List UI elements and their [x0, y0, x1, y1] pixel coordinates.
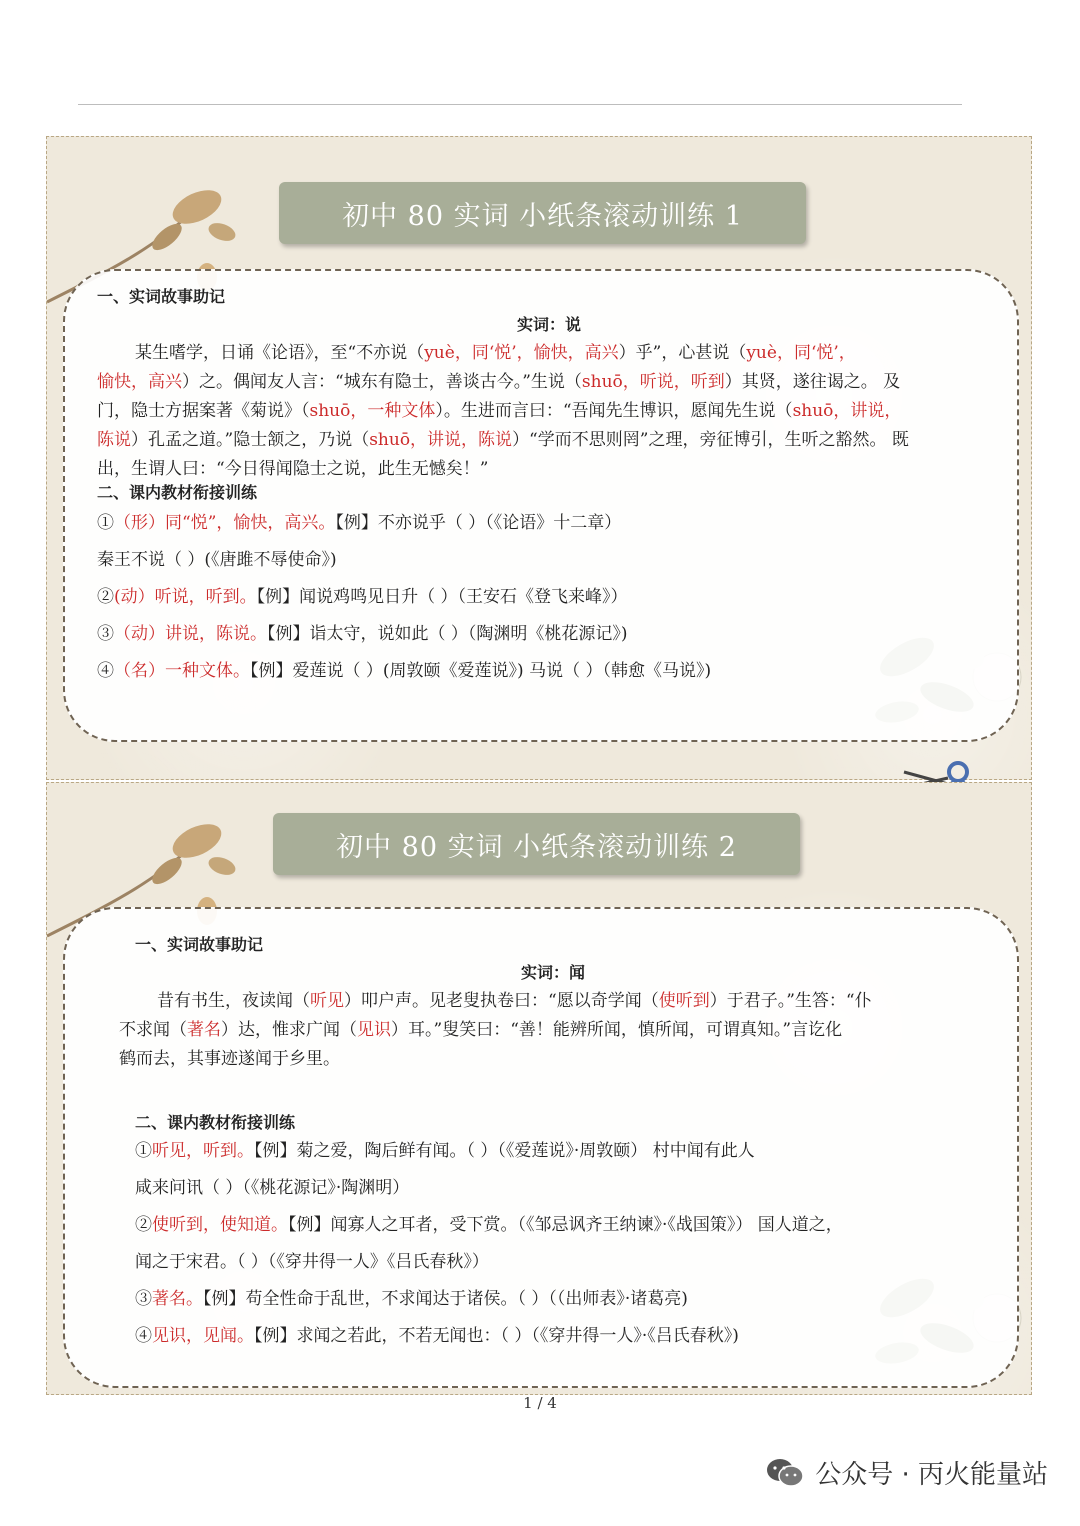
- worksheet-card-2: [46, 782, 1032, 1395]
- text-segment: 咸来问讯（ ）（《桃花源记》·陶渊明）: [135, 1178, 410, 1198]
- text-line: [135, 1287, 688, 1311]
- text-segment: 闻之于宋君。（ ）（《穿井得一人》《吕氏春秋》）: [135, 1252, 489, 1272]
- highlight-text: （名）一种文体。: [114, 661, 250, 681]
- wechat-icon: [765, 1457, 805, 1489]
- highlight-text: shuō，听说，听到: [581, 372, 725, 392]
- text-segment: 【例】闻寡人之耳者，受下赏。（《邹忌讽齐王纳谏》·《战国策》） 国人道之，: [288, 1215, 843, 1235]
- keyword-label: 实词：闻: [521, 963, 586, 982]
- text-segment: ①: [97, 513, 114, 533]
- text-segment: ③: [97, 624, 114, 644]
- top-rule: [78, 104, 962, 105]
- text-segment: ）之。偶闻友人言：“城东有隐士，善谈古今。”生说（: [182, 372, 582, 392]
- text-line: [97, 585, 628, 609]
- text-line: [97, 511, 621, 535]
- highlight-text: 陈说: [97, 430, 131, 450]
- page-number: 1 / 4: [523, 1394, 557, 1412]
- section-heading-drill: 二、课内教材衔接训练: [97, 483, 258, 502]
- text-segment: ④: [97, 661, 114, 681]
- text-segment: 【例】诣太守，说如此（ ）（陶渊明《桃花源记》): [267, 624, 628, 644]
- highlight-text: 见识，见闻。: [152, 1326, 254, 1346]
- highlight-text: 著名: [187, 1020, 221, 1040]
- text-segment: 【例】爱莲说（ ）(周敦颐《爱莲说》) 马说（ ）（韩愈《马说》): [250, 661, 712, 681]
- text-line: [135, 1250, 489, 1274]
- text-segment: ）孔孟之道。”隐士颔之，乃说（: [131, 430, 370, 450]
- text-segment: 不求闻（: [119, 1020, 187, 1040]
- highlight-text: 愉快，高兴: [97, 372, 182, 392]
- highlight-text: 听见: [310, 991, 344, 1011]
- content-card: [63, 269, 1019, 742]
- text-line: [119, 1018, 842, 1042]
- highlight-text: shuō，讲说，: [792, 401, 902, 421]
- text-segment: ）“学而不思则罔”之理，旁征博引，生听之豁然。 既: [512, 430, 909, 450]
- text-line: [119, 1047, 340, 1071]
- highlight-text: yuè，同‘悦’，愉快，高兴: [424, 343, 619, 363]
- text-line: [97, 428, 909, 452]
- text-segment: ）达，惟求广闻（: [221, 1020, 357, 1040]
- text-line: [97, 548, 337, 572]
- text-segment: 门，隐士方据案著《菊说》（: [97, 401, 310, 421]
- text-segment: 鹤而去，其事迹遂闻于乡里。: [119, 1049, 340, 1069]
- text-segment: 秦王不说（ ）(《唐雎不辱使命》): [97, 550, 337, 570]
- text-segment: ②: [135, 1215, 152, 1235]
- text-segment: ②: [97, 587, 114, 607]
- highlight-text: 见识: [357, 1020, 391, 1040]
- text-line: [97, 399, 901, 423]
- highlight-text: yuè，同‘悦’，: [746, 343, 856, 363]
- text-segment: ）乎”，心甚说（: [618, 343, 747, 363]
- section-heading-story: 一、实词故事助记: [135, 935, 264, 954]
- footer-brand: [765, 1454, 1048, 1491]
- text-segment: ）耳。”叟笑曰：“善！能辨所闻，慎所闻，可谓真知。”言讫化: [391, 1020, 843, 1040]
- text-segment: ）。生进而言曰：“吾闻先生博识，愿闻先生说（: [435, 401, 793, 421]
- text-segment: 【例】闻说鸡鸣见日升（ ）（王安石《登飞来峰》）: [256, 587, 628, 607]
- highlight-text: shuō，一种文体: [309, 401, 436, 421]
- text-segment: 某生嗜学，日诵《论语》，至“不亦说（: [135, 343, 425, 363]
- section-heading-story: 一、实词故事助记: [97, 287, 226, 306]
- banner-title: 初中 80 实词 小纸条滚动训练 1: [279, 182, 806, 244]
- text-line: [135, 1324, 739, 1348]
- highlight-text: 使听到: [658, 991, 710, 1011]
- highlight-text: 使听到，使知道。: [152, 1215, 288, 1235]
- highlight-text: (动）听说，听到。: [114, 587, 257, 607]
- keyword-label: 实词：说: [517, 315, 582, 334]
- highlight-text: 听见，听到。: [152, 1141, 254, 1161]
- content-card: [63, 907, 1019, 1388]
- text-line: [97, 370, 900, 394]
- highlight-text: （形）同“悦”，愉快，高兴。: [114, 513, 336, 533]
- text-segment: ③: [135, 1289, 152, 1309]
- text-segment: ①: [135, 1141, 152, 1161]
- highlight-text: （动）讲说，陈说。: [114, 624, 267, 644]
- text-line: [97, 457, 488, 481]
- text-segment: ）其贤，遂往谒之。 及: [724, 372, 901, 392]
- highlight-text: 著名。: [152, 1289, 203, 1309]
- text-line: [157, 989, 872, 1013]
- text-segment: 【例】求闻之若此，不若无闻也：（ ）（《穿井得一人》·《吕氏春秋》): [254, 1326, 739, 1346]
- highlight-text: shuō，讲说，陈说: [369, 430, 513, 450]
- text-line: [135, 341, 856, 365]
- text-line: [135, 1139, 755, 1163]
- text-segment: 昔有书生，夜读闻（: [157, 991, 310, 1011]
- banner-title: 初中 80 实词 小纸条滚动训练 2: [273, 813, 800, 875]
- text-line: [135, 1176, 409, 1200]
- text-segment: ④: [135, 1326, 152, 1346]
- text-segment: 【例】苟全性命于乱世，不求闻达于诸侯。（ ）（（出师表》·诸葛亮): [203, 1289, 688, 1309]
- worksheet-card-1: [46, 136, 1032, 780]
- text-line: [97, 622, 628, 646]
- text-segment: 【例】不亦说乎（ ）（《论语》十二章）: [335, 513, 622, 533]
- text-segment: ）于君子。”生答：“仆: [709, 991, 872, 1011]
- footer-text: 公众号 · 丙火能量站: [815, 1460, 1048, 1490]
- text-segment: ）叩户声。见老叟执卷曰：“愿以奇学闻（: [344, 991, 659, 1011]
- text-line: [97, 659, 711, 683]
- section-heading-drill: 二、课内教材衔接训练: [135, 1113, 296, 1132]
- text-segment: 【例】菊之爱，陶后鲜有闻。（ ）（《爱莲说》·周敦颐） 村中闻有此人: [254, 1141, 755, 1161]
- text-line: [135, 1213, 843, 1237]
- text-segment: 出，生谓人曰：“今日得闻隐士之说，此生无憾矣！”: [97, 459, 489, 479]
